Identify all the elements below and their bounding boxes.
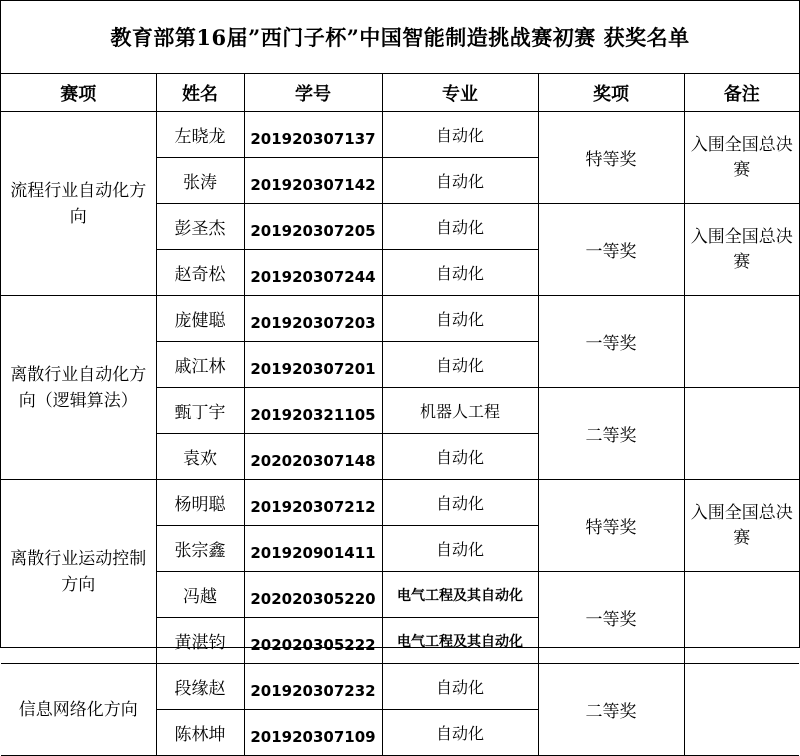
student-name: 赵奇松	[156, 250, 244, 296]
student-id: 201920307142	[244, 158, 382, 204]
header-row	[1, 74, 799, 112]
header-major: 专业	[382, 74, 538, 112]
table-row	[1, 296, 799, 342]
student-major: 自动化	[382, 664, 538, 710]
student-major: 自动化	[382, 342, 538, 388]
student-name: 冯越	[156, 572, 244, 618]
award-cell: 二等奖	[538, 664, 684, 756]
student-major: 自动化	[382, 250, 538, 296]
student-name: 庞健聪	[156, 296, 244, 342]
remark-cell: 入围全国总决赛	[684, 204, 799, 296]
header-event: 赛项	[1, 74, 156, 112]
student-major: 自动化	[382, 112, 538, 158]
event-cell: 离散行业自动化方向（逻辑算法）	[1, 296, 156, 480]
award-cell: 二等奖	[538, 388, 684, 480]
header-student-id: 学号	[244, 74, 382, 112]
student-major: 自动化	[382, 204, 538, 250]
award-cell: 一等奖	[538, 572, 684, 664]
student-major: 自动化	[382, 158, 538, 204]
student-major: 电气工程及其自动化	[382, 572, 538, 618]
student-id: 201920307205	[244, 204, 382, 250]
remark-cell: 入围全国总决赛	[684, 112, 799, 204]
student-major: 自动化	[382, 526, 538, 572]
student-id: 202020305222	[244, 618, 382, 664]
remark-cell	[684, 296, 799, 388]
student-id: 201920321105	[244, 388, 382, 434]
student-name: 杨明聪	[156, 480, 244, 526]
student-name: 袁欢	[156, 434, 244, 480]
event-cell: 离散行业运动控制方向	[1, 480, 156, 664]
student-name: 段缘赵	[156, 664, 244, 710]
header-award: 奖项	[538, 74, 684, 112]
student-id: 201920307201	[244, 342, 382, 388]
header-name: 姓名	[156, 74, 244, 112]
award-cell: 一等奖	[538, 296, 684, 388]
document-title: 教育部第16届”西门子杯”中国智能制造挑战赛初赛 获奖名单	[1, 1, 799, 74]
student-major: 电气工程及其自动化	[382, 618, 538, 664]
student-id: 202020305220	[244, 572, 382, 618]
table-row	[1, 112, 799, 158]
header-remark: 备注	[684, 74, 799, 112]
remark-cell	[684, 388, 799, 480]
student-id: 202020307148	[244, 434, 382, 480]
table-row	[1, 480, 799, 526]
student-major: 自动化	[382, 434, 538, 480]
student-id: 201920307244	[244, 250, 382, 296]
remark-cell: 入围全国总决赛	[684, 480, 799, 572]
remark-cell	[684, 664, 799, 756]
student-id: 201920307203	[244, 296, 382, 342]
event-cell: 流程行业自动化方向	[1, 112, 156, 296]
student-name: 陈林坤	[156, 710, 244, 756]
student-id: 201920307109	[244, 710, 382, 756]
student-name: 黄湛钧	[156, 618, 244, 664]
award-cell: 特等奖	[538, 112, 684, 204]
student-name: 张涛	[156, 158, 244, 204]
student-name: 甄丁宇	[156, 388, 244, 434]
student-id: 201920307137	[244, 112, 382, 158]
student-major: 自动化	[382, 480, 538, 526]
table-row	[1, 664, 799, 710]
student-id: 201920307232	[244, 664, 382, 710]
award-cell: 一等奖	[538, 204, 684, 296]
student-name: 张宗鑫	[156, 526, 244, 572]
student-name: 彭圣杰	[156, 204, 244, 250]
student-name: 左晓龙	[156, 112, 244, 158]
student-major: 自动化	[382, 296, 538, 342]
award-cell: 特等奖	[538, 480, 684, 572]
student-id: 201920901411	[244, 526, 382, 572]
award-table	[1, 74, 799, 756]
event-cell: 信息网络化方向	[1, 664, 156, 756]
remark-cell	[684, 572, 799, 664]
student-major: 自动化	[382, 710, 538, 756]
student-id: 201920307212	[244, 480, 382, 526]
student-name: 戚江林	[156, 342, 244, 388]
student-major: 机器人工程	[382, 388, 538, 434]
